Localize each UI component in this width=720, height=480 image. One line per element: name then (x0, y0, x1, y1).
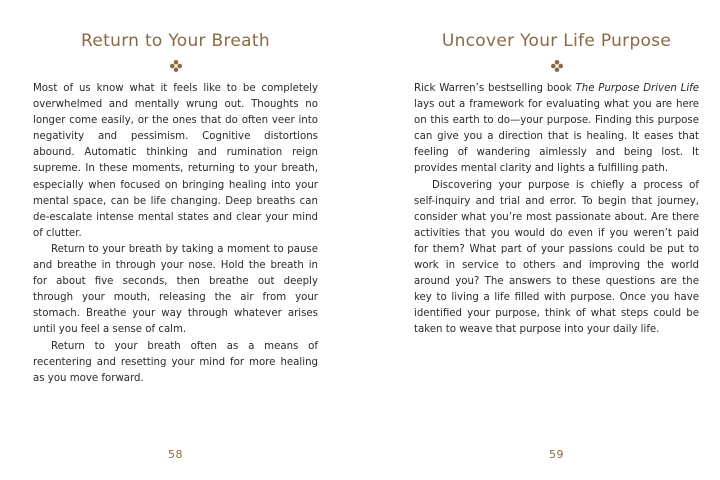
page-number: 58 (168, 448, 183, 461)
flower-ornament-icon (33, 59, 318, 73)
paragraph (414, 81, 699, 178)
left-page (33, 0, 318, 480)
body-text (414, 81, 699, 339)
right-page (414, 0, 699, 480)
paragraph: Return to your breath often as a means of recentering and resetting your mind for more healing as you move forward. (33, 340, 318, 384)
text-run: lays out a framework for evaluating what you are here on this earth to do—your purpose. Finding this purpose can give you a direction that is healing. It eases that feeling of wandering aimlessly and being lost. It provides mental clarity and lights a fulfilling path. (414, 99, 699, 175)
paragraph: Discovering your purpose is chiefly a process of self-inquiry and trial and error. To begin that journey, consider what you’re most passionate about. Are there activities that you would do even if you weren’t paid for them? What part of your passions could be put to work in service to others and improving the world around you? The answers to these questions are the key to living a life filled with purpose. Once you have identified your purpose, think of what steps could be taken to weave that purpose into your daily life. (414, 179, 699, 336)
body-text (33, 81, 318, 387)
flower-ornament-icon (414, 59, 699, 73)
book-title: The Purpose Driven Life (575, 83, 699, 94)
paragraph: Most of us know what it feels like to be completely overwhelmed and mentally wrung out. Thoughts no longer come easily, or the ones that do often veer into negativity and pessimism. Cognitive distortions abound. Automatic thinking and rumination reign supreme. In these moments, returning to your breath, especially when focused on bringing healing into your mental space, can be life changing. Deep breaths can de-escalate intense mental states and clear your mind of clutter. (33, 83, 318, 239)
page-title: Uncover Your Life Purpose (441, 31, 672, 51)
paragraph: Return to your breath by taking a moment to pause and breathe in through your nose. Hold the breath in for about five seconds, then breathe out deeply through your mouth, releasing the air from your stomach. Breathe your way through whatever arises until you feel a sense of calm. (33, 243, 318, 336)
page-title: Return to Your Breath (81, 31, 270, 51)
text-run: Rick Warren’s bestselling book (414, 83, 576, 94)
page-number: 59 (549, 448, 564, 461)
